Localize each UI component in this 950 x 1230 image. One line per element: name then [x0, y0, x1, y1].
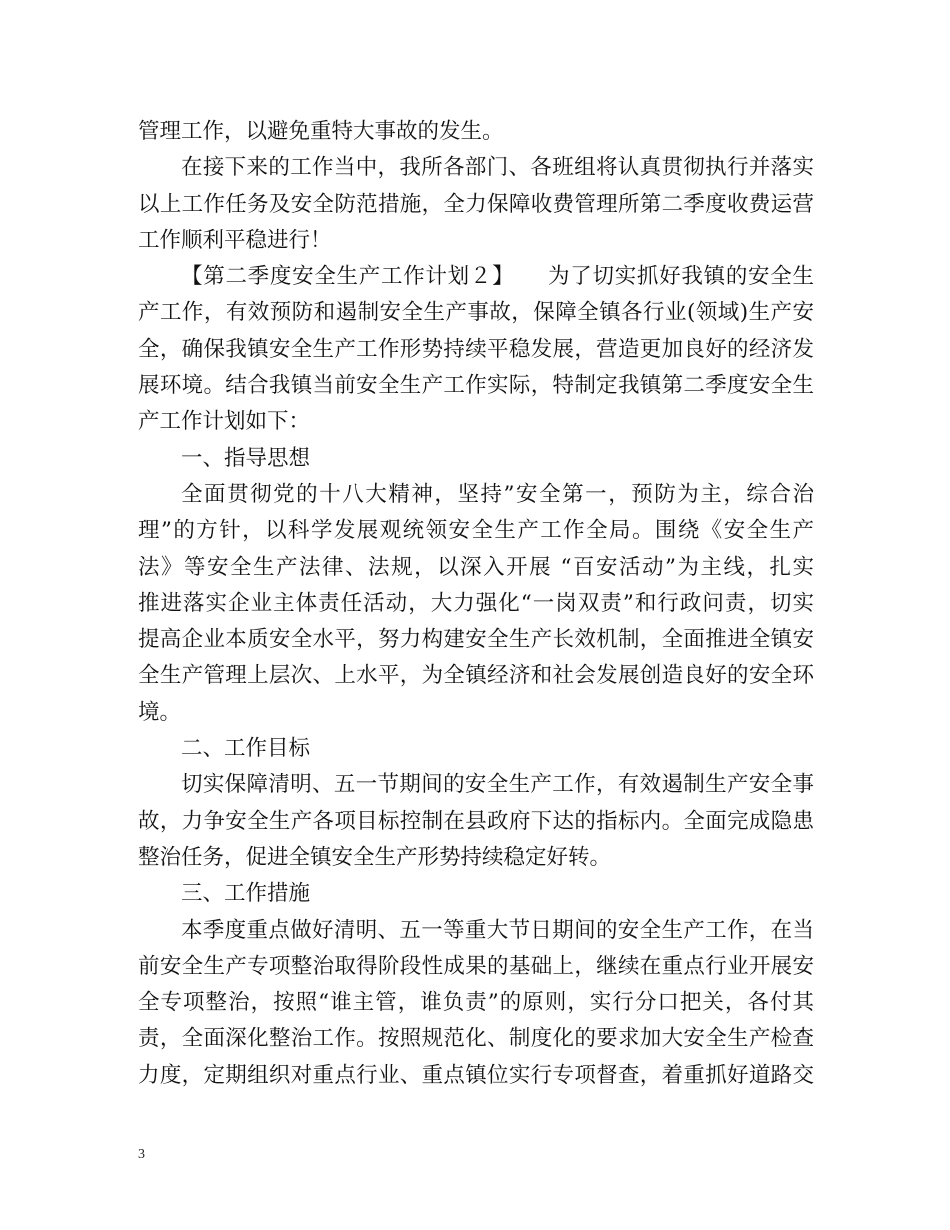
- text-line: 工作顺利平稳进行！: [138, 227, 332, 253]
- text-line: 管理工作，以避免重特大事故的发生。: [138, 119, 504, 144]
- text-line: 全生产管理上层次、上水平，为全镇经济和社会发展创造良好的安全环: [138, 663, 814, 689]
- text-line: 前安全生产专项整治取得阶段性成果的基础上，继续在重点行业开展安: [138, 953, 814, 979]
- page-number: 3: [138, 1147, 145, 1162]
- text-line: 切实保障清明、五一节期间的安全生产工作，有效遏制生产安全事: [181, 772, 814, 798]
- text-line: 力度，定期组织对重点行业、重点镇位实行专项督查，着重抓好道路交: [138, 1062, 814, 1088]
- text-line: 全面贯彻党的十八大精神，坚持”安全第一，预防为主，综合治: [181, 481, 814, 507]
- text-line: 整治任务，促进全镇安全生产形势持续稳定好转。: [138, 844, 612, 870]
- text-line: 展环境。结合我镇当前安全生产工作实际，特制定我镇第二季度安全生: [138, 373, 814, 399]
- text-line: 理”的方针，以科学发展观统领安全生产工作全局。围绕《安全生产: [138, 518, 814, 544]
- text-line: 境。: [138, 699, 182, 725]
- text-line: 推进落实企业主体责任活动，大力强化“一岗双责”和行政问责，切实: [138, 590, 814, 616]
- text-line: 提高企业本质安全水平，努力构建安全生产长效机制，全面推进全镇安: [138, 627, 814, 653]
- text-line: 在接下来的工作当中，我所各部门、各班组将认真贯彻执行并落实: [181, 155, 814, 181]
- text-line: 全，确保我镇安全生产工作形势持续平稳发展，营造更加良好的经济发: [138, 336, 814, 362]
- text-line: 故，力争安全生产各项目标控制在县政府下达的指标内。全面完成隐患: [138, 808, 814, 834]
- text-line: 产工作，有效预防和遏制安全生产事故，保障全镇各行业(领域)生产安: [138, 300, 814, 326]
- text-line: 法》等安全生产法律、法规，以深入开展 “百安活动”为主线，扎实: [138, 554, 814, 580]
- text-line: 责，全面深化整治工作。按照规范化、制度化的要求加大安全生产检查: [138, 1026, 814, 1052]
- text-line: 【第二季度安全生产工作计划２】 为了切实抓好我镇的安全生: [181, 264, 814, 290]
- text-line: 二、工作目标: [181, 736, 311, 762]
- text-line: 产工作计划如下：: [138, 409, 311, 435]
- text-line: 三、工作措施: [181, 881, 311, 907]
- text-line: 本季度重点做好清明、五一等重大节日期间的安全生产工作，在当: [181, 917, 814, 943]
- document-body: [138, 114, 814, 1094]
- text-line: 以上工作任务及安全防范措施，全力保障收费管理所第二季度收费运营: [138, 191, 814, 217]
- text-line: 一、指导思想: [181, 445, 311, 471]
- text-line: 全专项整治，按照“谁主管，谁负责”的原则，实行分口把关，各付其: [138, 990, 814, 1016]
